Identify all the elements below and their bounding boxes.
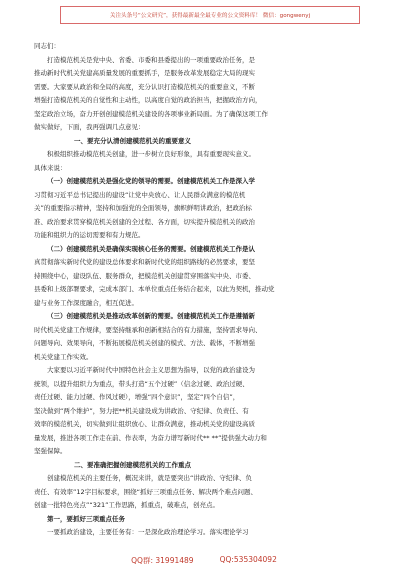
text-line: 积极组织推动模范机关创建，进一步树立良好形象，具有重要现实意义。 <box>47 150 255 158</box>
text-line: 大家要以习近平新时代中国特色社会主义思想为指导，以党的政治建设为 <box>47 366 255 374</box>
text-line: 机关党建工作实效。 <box>34 352 93 361</box>
text-line: 责任、有效率”12字目标要求，围绕“抓好三项重点任务、解决两个难点问题、 <box>34 487 258 496</box>
text-line: 持围绕中心，建设队伍、服务群众，把模范机关创建贯穿围落实中央、市委、 <box>34 271 255 280</box>
footer-qq-group: QQ群: 31991489 <box>131 556 194 565</box>
text-line: 具体来说： <box>34 163 67 172</box>
text-line: 一要抓政治建设，主要任务有：一是深化政治理论学习。落实理论学习 <box>47 528 249 536</box>
text-line: （一）创建模范机关是强化党的领导的需要。创建模范机关工作是深入学 <box>47 177 255 185</box>
text-line: 需要。大家要从政治和全局的高度，充分认识打造模范机关的重要意义，不断 <box>34 82 255 91</box>
text-line: 真贯彻落实新时代党的建设总体要求和新时代党的组织路线的必然要求，要坚 <box>34 258 255 266</box>
text-line: 建与业务工作深度融合，相互促进。 <box>34 298 138 307</box>
text-line: 准、政治要求贯穿模范机关创建的全过程、各方面，切实提升模范机关的政治 <box>34 217 255 226</box>
text-line <box>34 540 378 541</box>
text-line: 坚决做到“两个维护”，努力把**机关建设成为讲政治、守纪律、负责任、有 <box>34 406 249 415</box>
text-line: 效率的模范机关，切实做到让组织放心、让群众满意，推动机关党的建设高质 <box>34 420 255 428</box>
footer-qq: QQ:535304092 <box>219 555 277 564</box>
text-line: 做实做好，下面，我再强调几点意见： <box>34 123 145 131</box>
text-line: 关”的重要指示精神，坚持和加强党的全面领导，旗帜鲜明讲政治，把政治标 <box>34 204 252 212</box>
text-line: 推动新时代机关党建高质量发展的重要抓手，是服务改革发展稳定大局的现实 <box>34 69 255 77</box>
text-line: 功能和组织力的运切需要和有力规范。 <box>34 231 145 239</box>
top-banner: 关注头条号“公文研究”，获得最新最全最专业的公文资料库！ 微信：gongwenyj <box>60 6 360 24</box>
text-line: 县委和上级部署要求，完成本部门、本单位重点任务结合起来，以此为契机，推动党 <box>34 285 275 293</box>
text-line: 增强打造模范机关的自觉性和主动性，以高度自觉的政治担当，把握政治方向， <box>34 96 262 104</box>
text-line: 同志们： <box>34 42 60 50</box>
text-line: 习贯彻习近平总书记提出的建设“让党中央放心、让人民群众满意的模范机 <box>34 190 246 199</box>
text-line: 打造模范机关是党中央、省委、市委和县委提出的一项重要政治任务，是 <box>47 55 255 64</box>
document-body <box>34 40 378 540</box>
text-line: 创建模范机关的主要任务，概况来讲，就是要突出“讲政治、守纪律、负 <box>47 474 252 482</box>
text-line: 责任过硬、能力过硬、作风过硬），增强“四个意识”，坚定“四个自信”， <box>34 393 240 401</box>
text-line: 创建一批特色亮点”“321”工作思路，抓重点，破难点，创亮点。 <box>34 501 220 509</box>
text-line: （三）创建模范机关是推动改革创新的需要。创建模范机关工作是遵循新 <box>47 312 255 320</box>
text-line: （二）创建模范机关是确保实现核心任务的需要。创建模范机关工作是认 <box>47 244 255 253</box>
text-line: 量发展，推进各项工作走在前、作表率，为奋力谱写新时代** **”提供强大动力和 <box>34 433 267 442</box>
text-line: 第一，要抓好三项重点任务 <box>47 514 125 523</box>
text-line: 问题导向、效果导向，不断拓展模范机关创建的模式、方法、载体，不断增强 <box>34 339 255 347</box>
text-line: 时代机关党建工作规律，要坚持继承和创新相结合的有力措施，坚持需求导向、 <box>34 325 262 334</box>
text-line: 坚定政治立场，奋力开创创建模范机关建设的各项事业新局面。为了确保这项工作 <box>34 109 268 118</box>
footer <box>0 555 408 571</box>
text-line: 统领，以提升组织力为重点，带头打造“五个过硬”（信念过硬、政治过硬、 <box>34 379 249 388</box>
text-line: 一、要充分认清创建模范机关的重要意义 <box>74 136 191 145</box>
text-line: 二、要准确把握创建模范机关的工作重点 <box>74 460 191 469</box>
text-line: 坚强保障。 <box>34 447 67 455</box>
